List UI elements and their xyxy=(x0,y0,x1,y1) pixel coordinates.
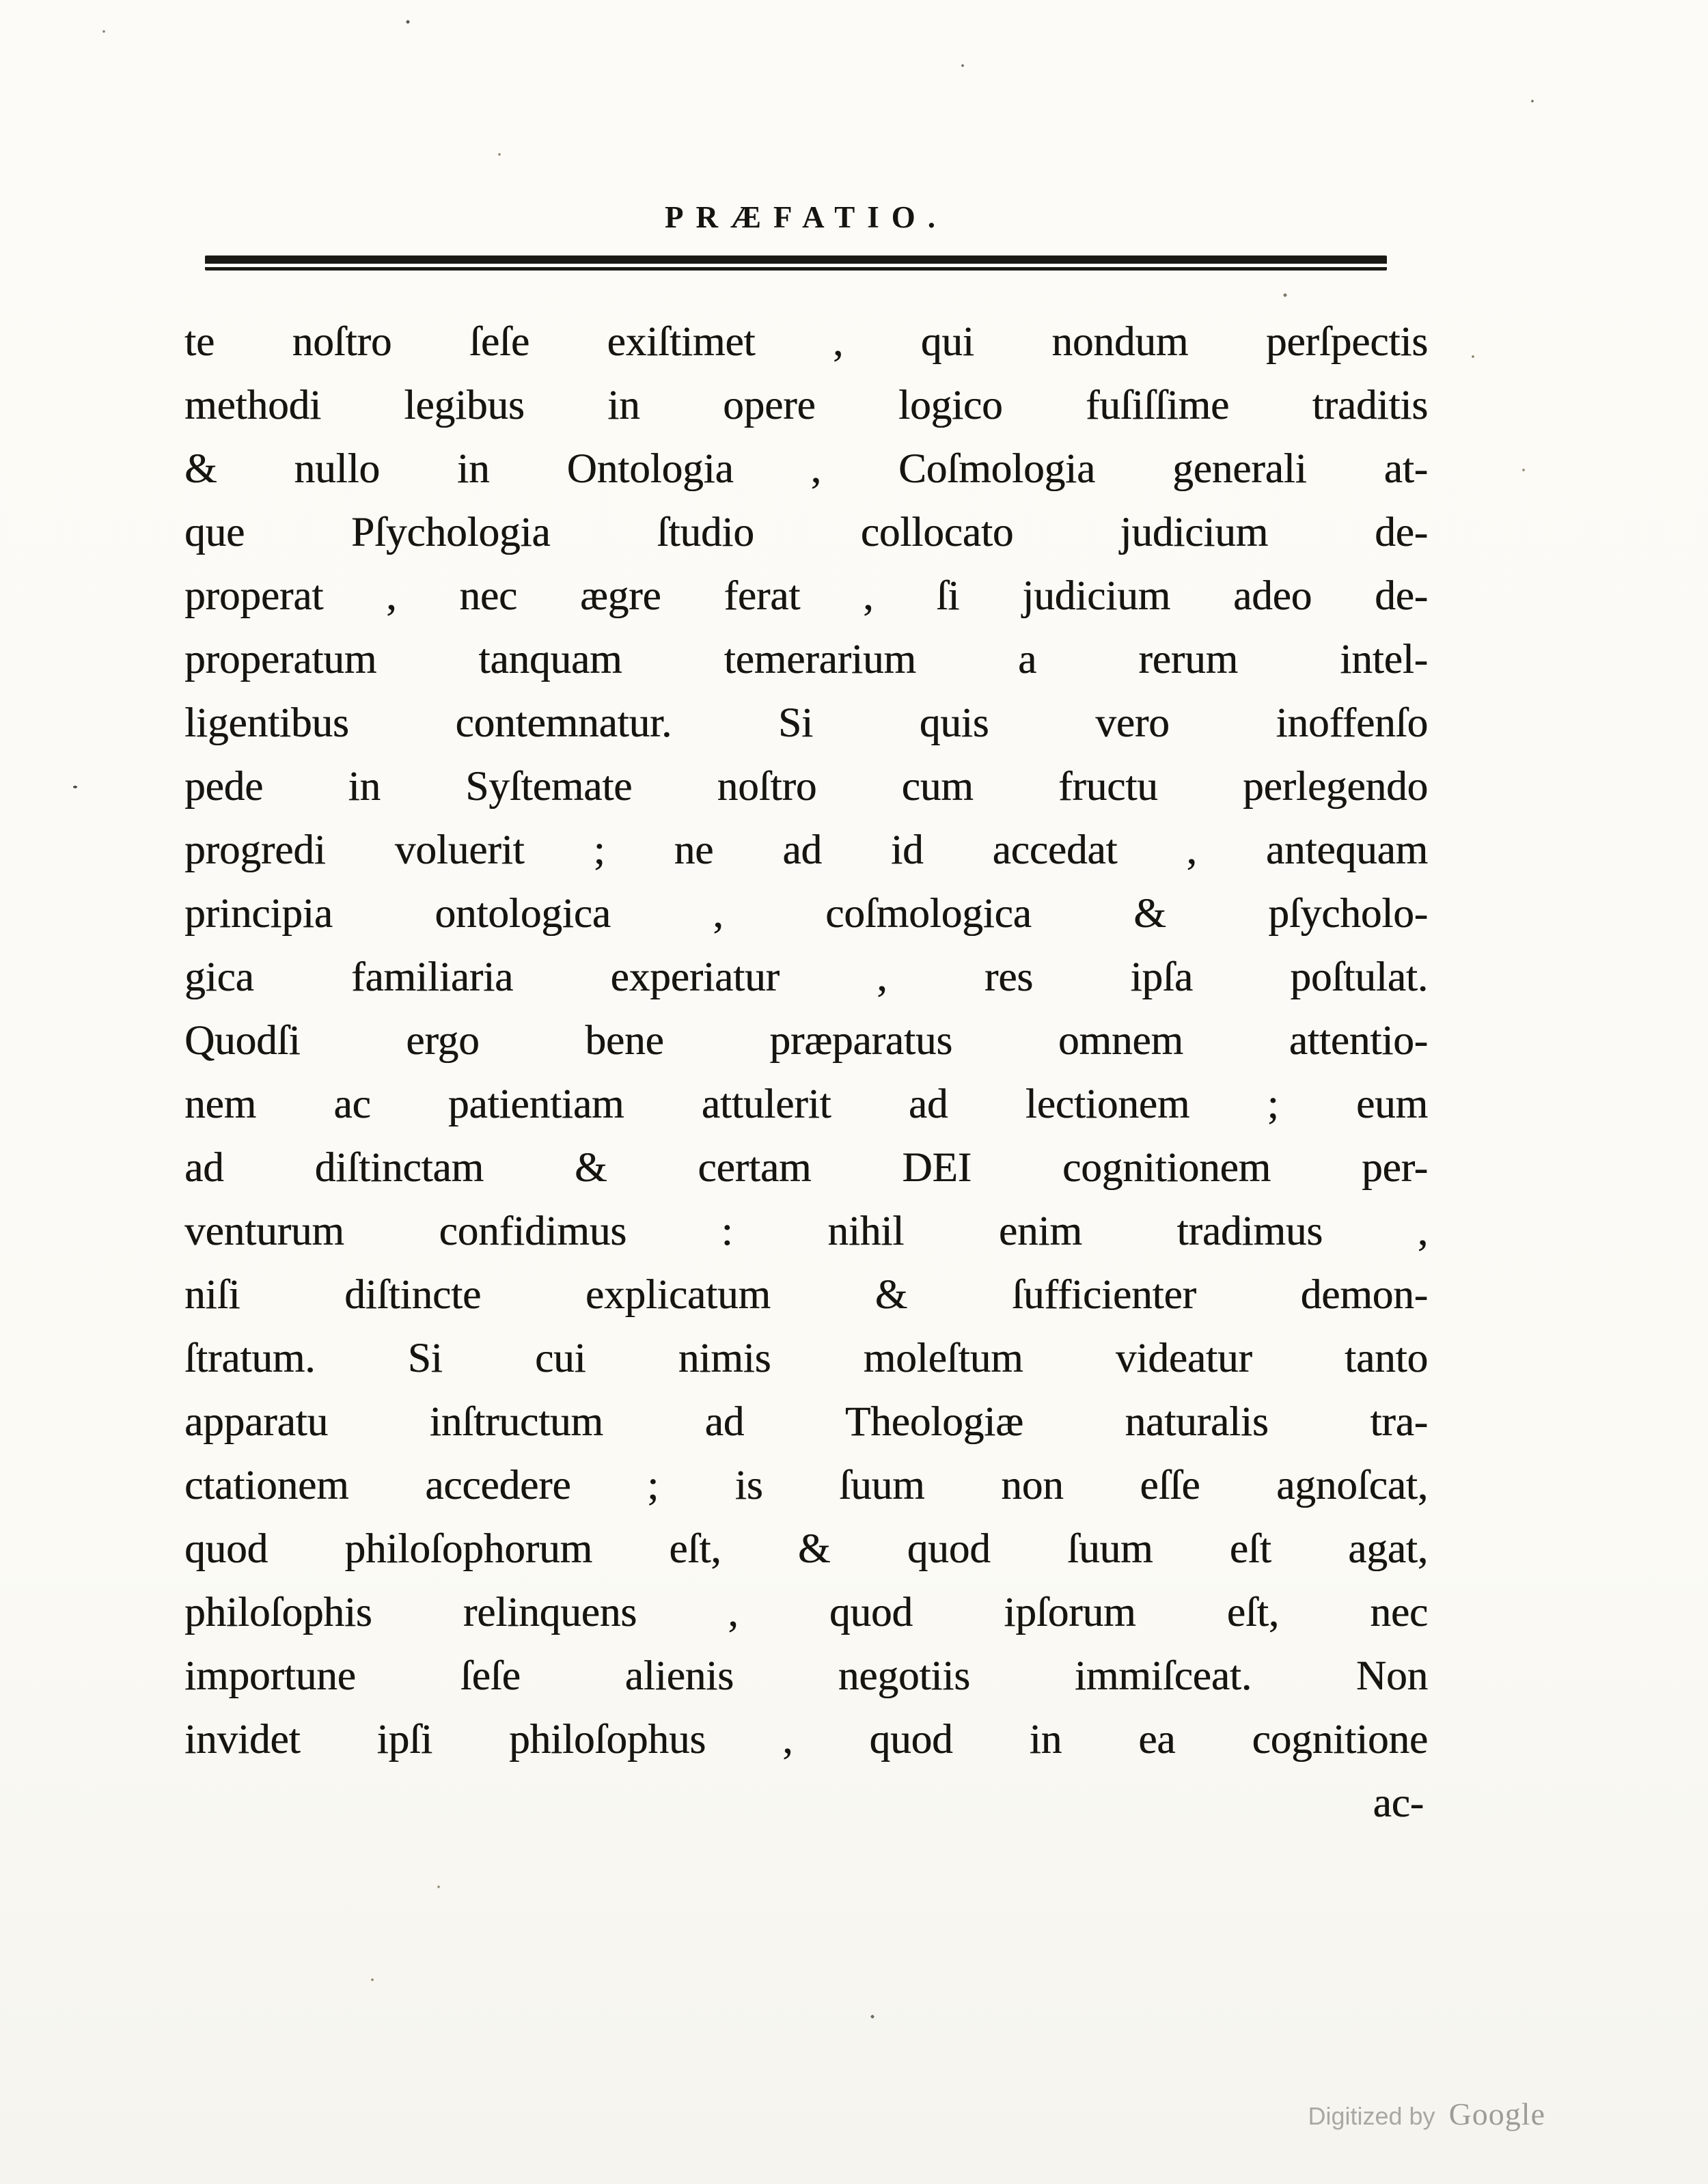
text-line: niſi diſtincte explicatum & ſufficienter demon- xyxy=(184,1272,1428,1318)
text-line: venturum confidimus : nihil enim tradimus , xyxy=(184,1208,1428,1254)
text-line: ad diſtinctam & certam DEI cognitionem per- xyxy=(184,1145,1428,1191)
text-line: que Pſychologia ſtudio collocato judicium de- xyxy=(184,510,1428,555)
text-line: properat , nec ægre ferat , ſi judicium adeo de- xyxy=(184,573,1428,619)
header-rule xyxy=(205,255,1387,271)
text-line: ligentibus contemnatur. Si quis vero inoffenſo xyxy=(184,700,1428,746)
text-line: ctationem accedere ; is ſuum non eſſe agnoſcat, xyxy=(184,1463,1428,1508)
google-watermark xyxy=(1308,2096,1545,2132)
google-logo-text: Google xyxy=(1448,2097,1545,2131)
body-text xyxy=(184,310,1428,1835)
text-line: pede in Syſtemate noſtro cum fructu perlegendo xyxy=(184,764,1428,810)
text-line: te noſtro ſeſe exiſtimet , qui nondum perſpectis xyxy=(184,319,1428,365)
catchword: ac- xyxy=(1373,1780,1424,1826)
text-line: Quodſi ergo bene præparatus omnem attentio- xyxy=(184,1018,1428,1064)
text-line: progredi voluerit ; ne ad id accedat , antequam xyxy=(184,827,1428,873)
watermark-prefix: Digitized by xyxy=(1308,2102,1435,2130)
text-line: properatum tanquam temerarium a rerum intel- xyxy=(184,637,1428,682)
text-line: nem ac patientiam attulerit ad lectionem ; eum xyxy=(184,1081,1428,1127)
text-line: gica familiaria experiatur , res ipſa poſtulat. xyxy=(184,954,1428,1000)
text-line: quod philoſophorum eſt, & quod ſuum eſt agat, xyxy=(184,1526,1428,1572)
text-line: principia ontologica , coſmologica & pſycholo- xyxy=(184,891,1428,937)
text-line: & nullo in Ontologia , Coſmologia generali at- xyxy=(184,446,1428,492)
text-line: methodi legibus in opere logico fuſiſſime traditis xyxy=(184,383,1428,428)
page-header: PRÆFATIO. xyxy=(664,200,948,234)
text-block xyxy=(184,0,1428,1835)
text-line: philoſophis relinquens , quod ipſorum eſt, nec xyxy=(184,1590,1428,1635)
text-line: invidet ipſi philoſophus , quod in ea cognitione xyxy=(184,1717,1428,1763)
text-line: ſtratum. Si cui nimis moleſtum videatur tanto xyxy=(184,1336,1428,1381)
text-line: apparatu inſtructum ad Theologiæ naturalis tra- xyxy=(184,1399,1428,1445)
text-line: importune ſeſe alienis negotiis immiſceat. Non xyxy=(184,1653,1428,1699)
